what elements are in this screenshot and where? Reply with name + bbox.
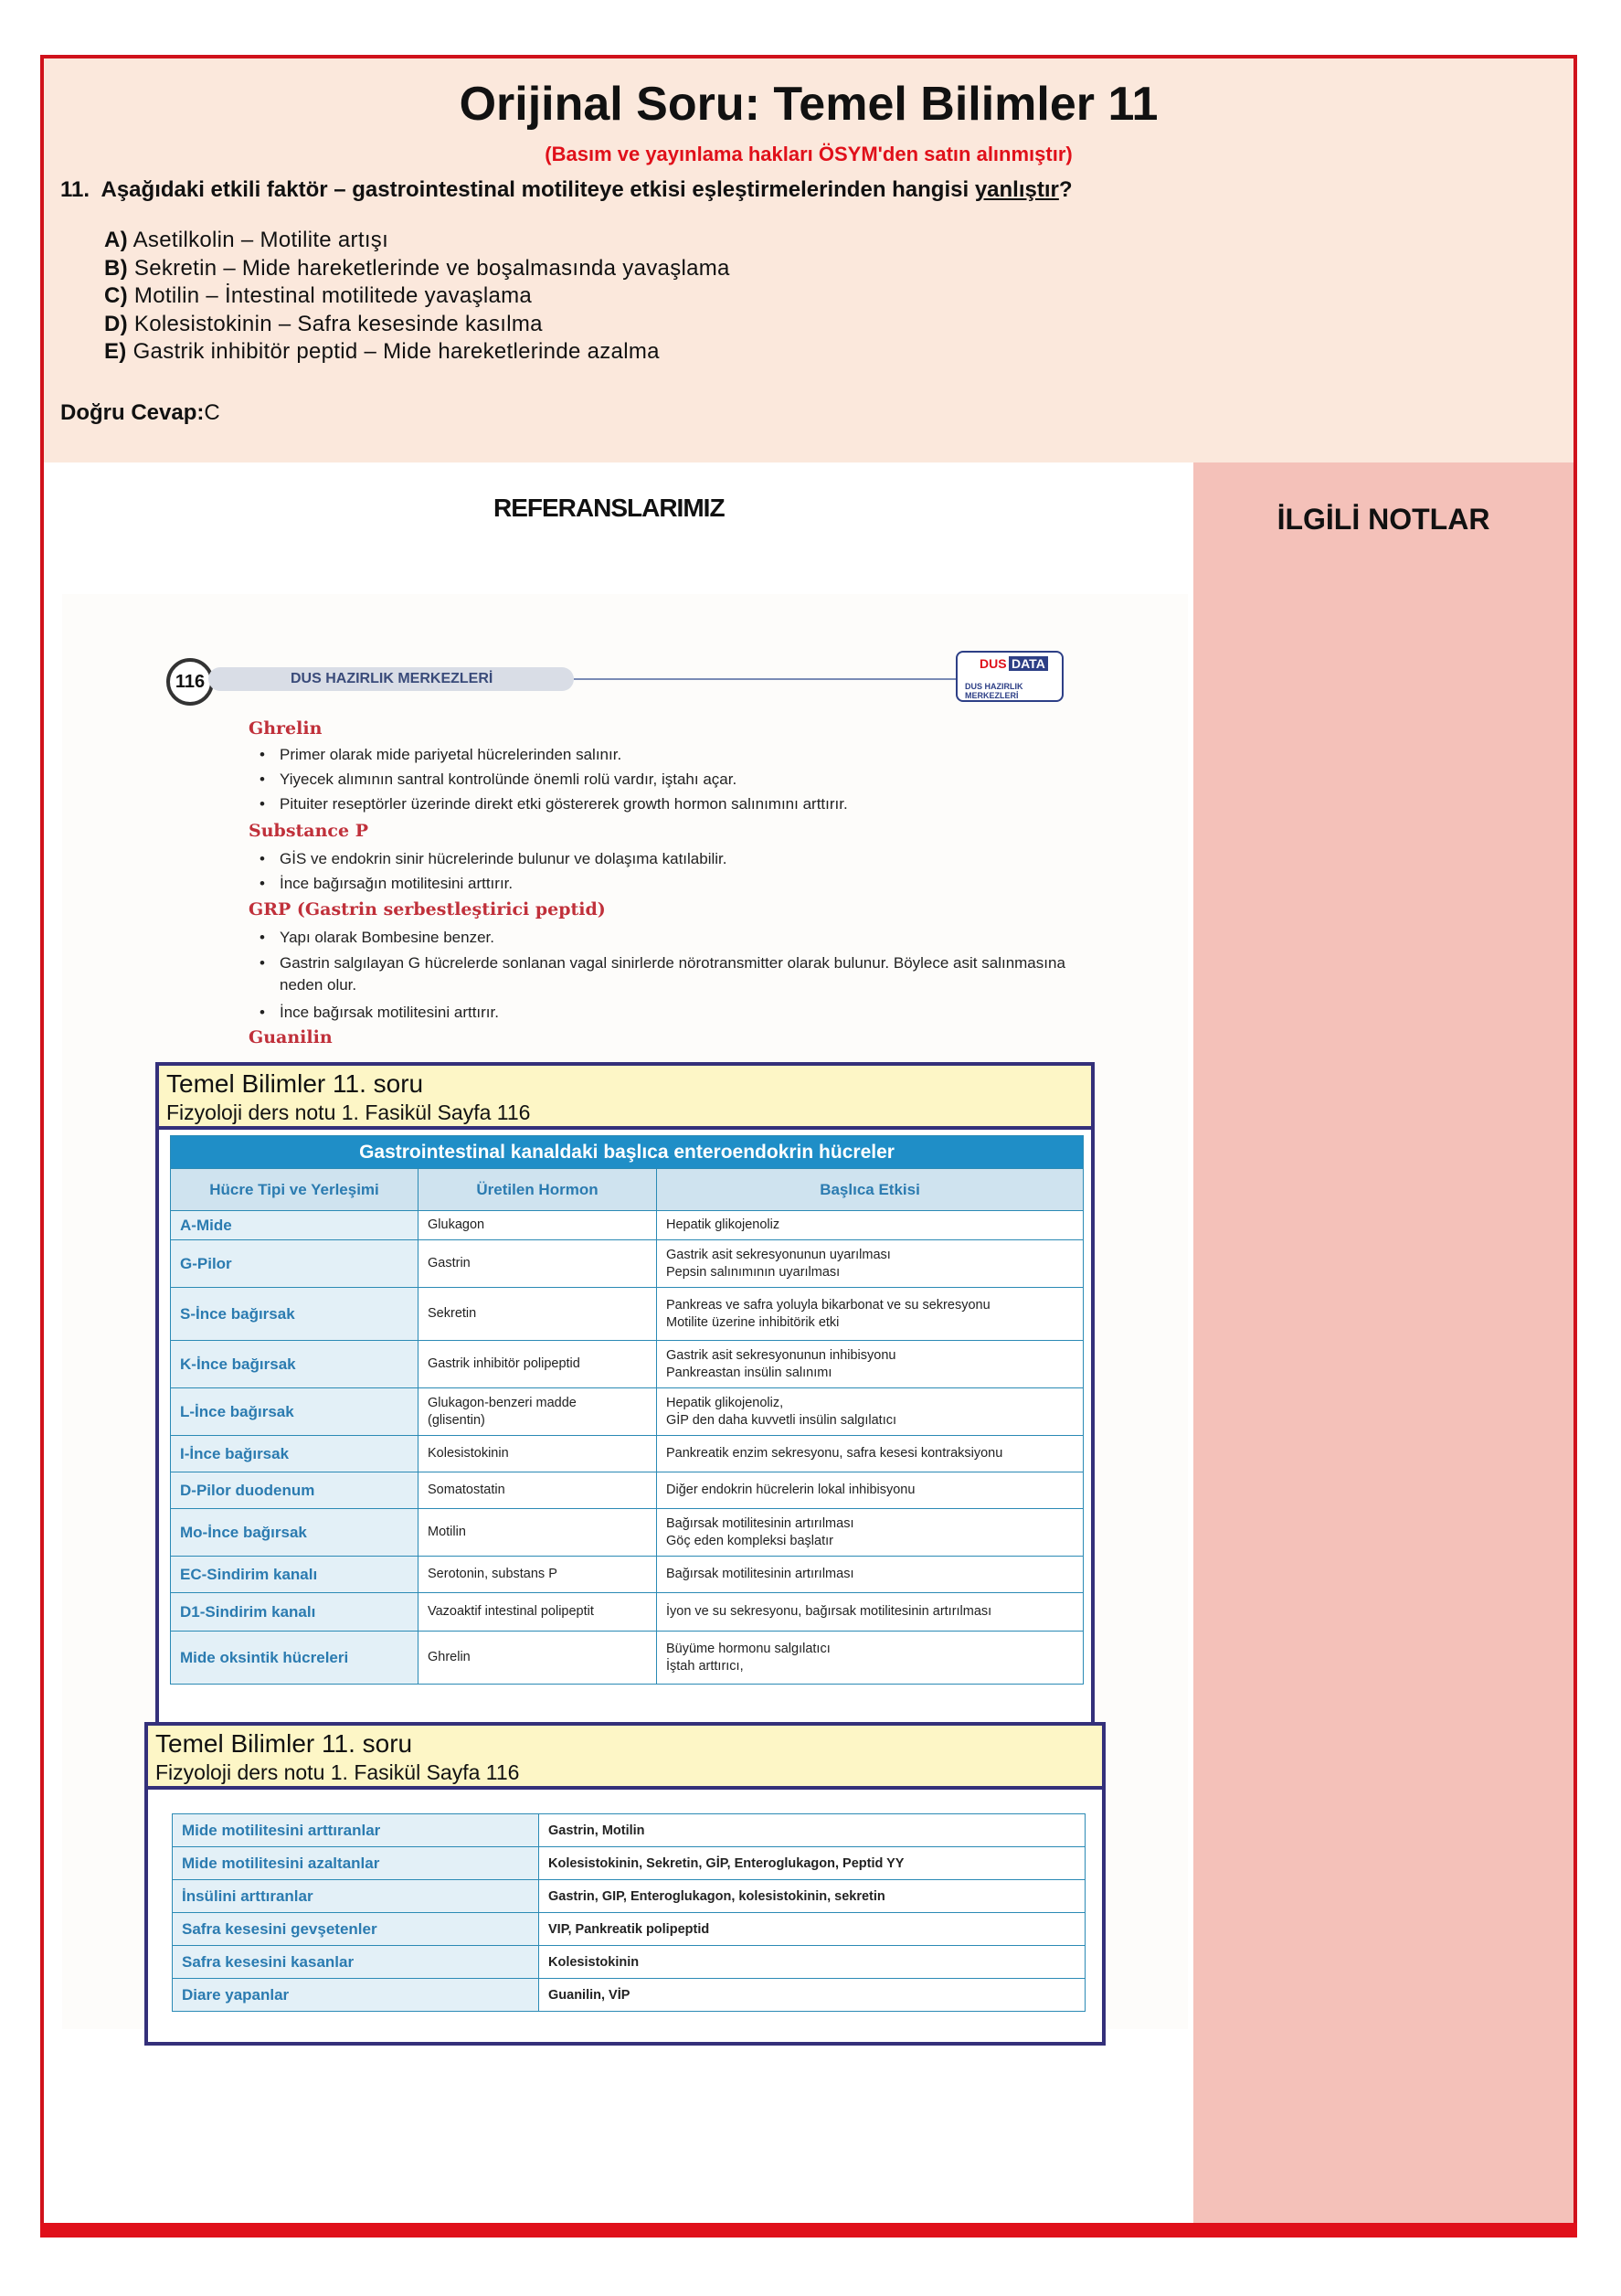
question-stem: Aşağıdaki etkili faktör – gastrointestinal motiliteye etkisi eşleştirmelerinden hangisi [101,177,969,202]
cell-hormone: Motilin [418,1509,657,1557]
copyright-note: (Basım ve yayınlama hakları ÖSYM'den satın alınmıştır) [545,143,1073,165]
cell-hormones: Gastrin, GIP, Enteroglukagon, kolesistokinin, sekretin [539,1880,1086,1913]
cell-cell-type: I-İnce bağırsak [171,1436,418,1472]
list-item: • Gastrin salgılayan G hücrelerde sonlanan vagal sinirlerde nörotransmitter olarak bulunur. Böylece asit salınmasına neden olur. [280,952,1084,996]
cell-effect-group: Safra kesesini gevşetenler [173,1913,539,1946]
cell-effect-group: Mide motilitesini azaltanlar [173,1847,539,1880]
tag-line-1: Temel Bilimler 11. soru [166,1069,424,1098]
cell-effect: Hepatik glikojenoliz [657,1211,1084,1240]
cell-hormone: Sekretin [418,1288,657,1341]
tag-line-1: Temel Bilimler 11. soru [155,1729,413,1758]
cell-cell-type: L-İnce bağırsak [171,1388,418,1436]
cell-hormone: Serotonin, substans P [418,1557,657,1593]
cell-effect: Pankreas ve safra yoluyla bikarbonat ve su sekresyonu Motilite üzerine inhibitörik etki [657,1288,1084,1341]
option-text: Asetilkolin – Motilite artışı [132,228,389,252]
cell-cell-type: S-İnce bağırsak [171,1288,418,1341]
cell-hormones: Kolesistokinin, Sekretin, GİP, Enteroglukagon, Peptid YY [539,1847,1086,1880]
list-item: • Pituiter reseptörler üzerinde direkt etki göstererek growth hormon salınımını arttırır. [280,793,1065,815]
cell-hormone: Kolesistokinin [418,1436,657,1472]
cell-effect: Pankreatik enzim sekresyonu, safra kesesi kontraksiyonu [657,1436,1084,1472]
cell-hormone: Vazoaktif intestinal polipeptit [418,1593,657,1632]
col-header: Başlıca Etkisi [657,1169,1084,1211]
option-text: Gastrik inhibitör peptid – Mide hareketlerinde azalma [132,339,660,364]
cell-hormone: Gastrin [418,1240,657,1288]
cell-hormones: Guanilin, VİP [539,1979,1086,2012]
question-emphasis: yanlıştır [974,177,1059,202]
cell-effect-group: İnsülini arttıranlar [173,1880,539,1913]
bottom-bar [40,2223,1577,2238]
cell-hormone: Somatostatin [418,1472,657,1509]
cell-effect: Gastrik asit sekresyonunun uyarılması Pepsin salınımının uyarılması [657,1240,1084,1288]
answer-value: C [204,400,220,425]
logo-text-c: DUS HAZIRLIK MERKEZLERİ [965,682,1023,700]
list-item: • İnce bağırsağın motilitesini arttırır. [280,873,1065,895]
option-letter: E) [104,339,127,364]
logo-text-b: DATA [1009,656,1048,671]
cell-effect: Diğer endokrin hücrelerin lokal inhibisyonu [657,1472,1084,1509]
cell-effect: Hepatik glikojenoliz, GİP den daha kuvvetli insülin salgılatıcı [657,1388,1084,1436]
cell-effect: Bağırsak motilitesinin artırılması [657,1557,1084,1593]
option-letter: A) [104,228,128,252]
answer-label: Doğru Cevap: [60,400,205,425]
question-mark: ? [1058,177,1073,202]
page-title: Orijinal Soru: Temel Bilimler 11 [459,78,1159,131]
list-item: • GİS ve endokrin sinir hücrelerinde bulunur ve dolaşıma katılabilir. [280,848,1065,870]
cell-hormone: Gastrik inhibitör polipeptid [418,1341,657,1388]
cell-hormone: Glukagon [418,1211,657,1240]
option-letter: C) [104,283,128,308]
cell-effect: İyon ve su sekresyonu, bağırsak motilitesinin artırılması [657,1593,1084,1632]
cell-cell-type: Mide oksintik hücreleri [171,1632,418,1685]
cell-effect: Gastrik asit sekresyonunun inhibisyonu Pankreastan insülin salınımı [657,1341,1084,1388]
cell-effect-group: Diare yapanlar [173,1979,539,2012]
option-letter: D) [104,311,128,336]
page-frame [40,55,1577,2238]
cell-effect-group: Safra kesesini kasanlar [173,1946,539,1979]
col-header: Üretilen Hormon [418,1169,657,1211]
references-heading: REFERANSLARIMIZ [493,494,725,522]
scan-banner: DUS HAZIRLIK MERKEZLERİ [208,667,574,691]
cell-effect-group: Mide motilitesini arttıranlar [173,1814,539,1847]
section-title-guanilin: Guanilin [249,1027,333,1047]
logo-text-a: DUS [980,656,1007,671]
cell-cell-type: EC-Sindirim kanalı [171,1557,418,1593]
section-title-substance-p: Substance P [249,821,368,841]
scan-page-number: 116 [166,658,214,706]
option-text: Kolesistokinin – Safra kesesinde kasılma [133,311,543,336]
notes-heading: İLGİLİ NOTLAR [1277,503,1490,536]
list-item: • İnce bağırsak motilitesini arttırır. [280,1002,1065,1024]
question-number: 11. [60,177,90,202]
tag-line-2: Fizyoloji ders notu 1. Fasikül Sayfa 116 [155,1760,520,1784]
table-caption: Gastrointestinal kanaldaki başlıca enteroendokrin hücreler [171,1136,1084,1169]
cell-effect: Büyüme hormonu salgılatıcı İştah arttırıcı, [657,1632,1084,1685]
option-text: Motilin – İntestinal motilitede yavaşlama [133,283,533,308]
cell-cell-type: G-Pilor [171,1240,418,1288]
cell-cell-type: Mo-İnce bağırsak [171,1509,418,1557]
option-text: Sekretin – Mide hareketlerinde ve boşalmasında yavaşlama [133,255,730,281]
col-header: Hücre Tipi ve Yerleşimi [171,1169,418,1211]
cell-cell-type: D1-Sindirim kanalı [171,1593,418,1632]
cell-effect: Bağırsak motilitesinin artırılması Göç eden kompleksi başlatır [657,1509,1084,1557]
cell-cell-type: K-İnce bağırsak [171,1341,418,1388]
cell-hormones: Gastrin, Motilin [539,1814,1086,1847]
tag-line-2: Fizyoloji ders notu 1. Fasikül Sayfa 116 [166,1100,531,1124]
cell-hormones: VIP, Pankreatik polipeptid [539,1913,1086,1946]
cell-hormone: Glukagon-benzeri madde (glisentin) [418,1388,657,1436]
list-item: • Yiyecek alımının santral kontrolünde önemli rolü vardır, iştahı açar. [280,769,1065,791]
cell-cell-type: A-Mide [171,1211,418,1240]
section-title-ghrelin: Ghrelin [249,718,323,739]
cell-hormones: Kolesistokinin [539,1946,1086,1979]
list-item: • Primer olarak mide pariyetal hücrelerinden salınır. [280,744,1065,766]
cell-hormone: Ghrelin [418,1632,657,1685]
option-letter: B) [104,255,128,281]
cell-cell-type: D-Pilor duodenum [171,1472,418,1509]
section-title-grp: GRP (Gastrin serbestleştirici peptid) [249,899,606,919]
list-item: • Yapı olarak Bombesine benzer. [280,927,1065,949]
